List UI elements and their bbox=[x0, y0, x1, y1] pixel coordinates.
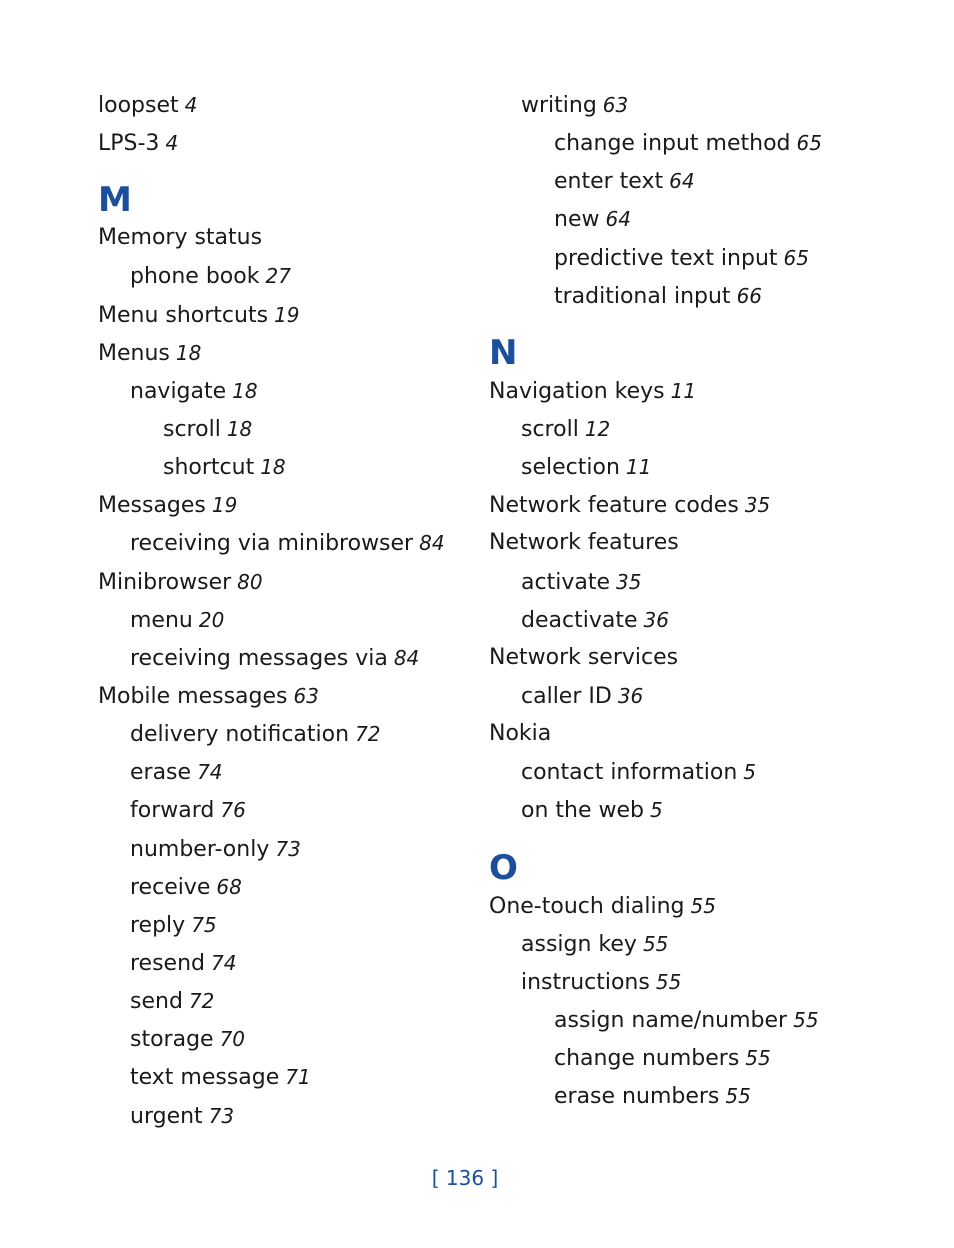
page-reference[interactable]: 68 bbox=[216, 874, 242, 899]
index-entry bbox=[489, 753, 909, 791]
index-entry bbox=[489, 448, 909, 486]
page-reference[interactable]: 84 bbox=[393, 645, 420, 670]
index-term: change numbers bbox=[554, 1046, 740, 1072]
index-entry bbox=[489, 639, 909, 677]
index-term: forward bbox=[130, 798, 215, 824]
index-entry bbox=[98, 753, 478, 791]
index-entry bbox=[98, 1020, 478, 1058]
page-reference[interactable]: 74 bbox=[197, 760, 223, 785]
index-entry bbox=[489, 410, 909, 448]
page-reference[interactable]: 18 bbox=[260, 455, 286, 480]
page-reference[interactable]: 4 bbox=[184, 93, 198, 117]
index-term: activate bbox=[521, 569, 610, 595]
index-term: deactivate bbox=[521, 607, 638, 633]
index-entry bbox=[98, 448, 478, 486]
index-entry bbox=[98, 86, 478, 124]
index-entry bbox=[489, 239, 909, 277]
index-entry bbox=[98, 219, 478, 257]
index-entry bbox=[489, 124, 909, 162]
index-entry bbox=[98, 296, 478, 334]
section-letter: O bbox=[489, 847, 518, 888]
page-reference[interactable]: 36 bbox=[617, 683, 644, 708]
page-reference[interactable]: 35 bbox=[615, 569, 642, 594]
page-reference[interactable]: 64 bbox=[669, 169, 695, 194]
page-reference[interactable]: 70 bbox=[219, 1027, 246, 1052]
index-entry bbox=[489, 887, 909, 925]
page-reference[interactable]: 76 bbox=[220, 798, 246, 823]
page-reference[interactable]: 80 bbox=[237, 569, 263, 594]
index-entry bbox=[98, 372, 478, 410]
index-term: scroll bbox=[163, 416, 221, 442]
page-reference[interactable]: 20 bbox=[198, 607, 225, 632]
page-reference[interactable]: 27 bbox=[265, 264, 291, 289]
index-entry bbox=[98, 868, 478, 906]
page-reference[interactable]: 63 bbox=[293, 683, 319, 708]
index-entry bbox=[98, 1058, 478, 1096]
index-entry bbox=[98, 982, 478, 1020]
index-entry bbox=[98, 410, 478, 448]
page-reference[interactable]: 11 bbox=[670, 378, 697, 403]
index-term: Memory status bbox=[98, 225, 263, 251]
index-term: One-touch dialing bbox=[489, 893, 685, 919]
index-entry bbox=[489, 677, 909, 715]
page-reference[interactable]: 35 bbox=[744, 493, 771, 518]
page-reference[interactable]: 19 bbox=[274, 302, 300, 327]
index-term: Menus bbox=[98, 340, 170, 366]
index-term: Network features bbox=[489, 530, 679, 556]
index-term: caller ID bbox=[521, 683, 612, 709]
page-reference[interactable]: 75 bbox=[191, 912, 217, 937]
index-entry bbox=[98, 791, 478, 829]
index-entry bbox=[98, 715, 478, 753]
page-number: [ 136 ] bbox=[431, 1166, 499, 1190]
index-entry bbox=[489, 715, 909, 753]
index-term: writing bbox=[521, 93, 597, 118]
index-entry bbox=[98, 524, 478, 562]
index-entry bbox=[489, 200, 909, 238]
index-term: on the web bbox=[521, 798, 644, 824]
index-entry bbox=[489, 486, 909, 524]
page-reference[interactable]: 65 bbox=[796, 131, 822, 156]
index-term: contact information bbox=[521, 760, 738, 786]
index-term: traditional input bbox=[554, 283, 731, 309]
page-reference[interactable]: 64 bbox=[605, 207, 631, 232]
index-entry bbox=[98, 257, 478, 295]
index-term: Menu shortcuts bbox=[98, 302, 269, 328]
page-reference[interactable]: 55 bbox=[690, 893, 716, 918]
index-entry bbox=[98, 944, 478, 982]
page-reference[interactable]: 72 bbox=[355, 722, 381, 747]
page-reference[interactable]: 73 bbox=[275, 836, 301, 861]
page-reference[interactable]: 55 bbox=[655, 969, 682, 994]
index-term: urgent bbox=[130, 1103, 203, 1129]
index-term: enter text bbox=[554, 169, 664, 195]
index-term: receiving messages via bbox=[130, 645, 388, 671]
index-term: selection bbox=[521, 455, 620, 481]
index-term: new bbox=[554, 207, 600, 233]
page-reference[interactable]: 74 bbox=[211, 950, 237, 975]
index-entry bbox=[489, 1039, 909, 1077]
page-reference[interactable]: 5 bbox=[743, 760, 757, 785]
index-entry bbox=[98, 124, 478, 162]
index-entry bbox=[489, 925, 909, 963]
index-term: instructions bbox=[521, 969, 650, 995]
index-entry bbox=[489, 563, 909, 601]
section-letter: M bbox=[98, 180, 132, 221]
index-term: text message bbox=[130, 1065, 280, 1091]
index-term: delivery notification bbox=[130, 722, 350, 748]
index-term: Navigation keys bbox=[489, 378, 665, 404]
index-entry bbox=[98, 830, 478, 868]
index-entry bbox=[98, 334, 478, 372]
index-entry bbox=[489, 86, 909, 124]
index-entry bbox=[98, 563, 478, 601]
index-entry bbox=[98, 906, 478, 944]
page-reference[interactable]: 55 bbox=[642, 931, 669, 956]
index-term: Minibrowser bbox=[98, 569, 232, 595]
index-entry bbox=[489, 1001, 909, 1039]
index-term: menu bbox=[130, 607, 193, 633]
index-term: reply bbox=[130, 912, 186, 938]
index-entry bbox=[489, 601, 909, 639]
page-reference[interactable]: 55 bbox=[745, 1046, 771, 1071]
index-term: number-only bbox=[130, 836, 270, 862]
page-reference[interactable]: 12 bbox=[584, 416, 611, 441]
page-reference[interactable]: 5 bbox=[650, 798, 663, 823]
index-term: receiving via minibrowser bbox=[130, 531, 414, 557]
page-reference[interactable]: 19 bbox=[211, 493, 238, 518]
page-reference[interactable]: 18 bbox=[232, 378, 258, 403]
index-term: erase bbox=[130, 760, 192, 786]
index-entry bbox=[489, 1077, 909, 1115]
page-reference[interactable]: 63 bbox=[602, 93, 629, 117]
index-term: storage bbox=[130, 1027, 214, 1053]
index-entry bbox=[489, 963, 909, 1001]
page-reference[interactable]: 73 bbox=[208, 1103, 235, 1128]
index-entry bbox=[98, 601, 478, 639]
index-entry bbox=[489, 372, 909, 410]
index-entry bbox=[489, 162, 909, 200]
index-term: assign key bbox=[521, 931, 637, 957]
index-entry bbox=[98, 677, 478, 715]
page-reference[interactable]: 36 bbox=[643, 607, 669, 632]
page-reference[interactable]: 18 bbox=[175, 340, 202, 365]
index-term: Mobile messages bbox=[98, 683, 288, 709]
index-column-left bbox=[98, 86, 478, 1135]
index-entry bbox=[98, 1097, 478, 1135]
index-term: erase numbers bbox=[554, 1084, 720, 1110]
index-term: LPS-3 bbox=[98, 131, 160, 157]
index-term: predictive text input bbox=[554, 245, 778, 271]
index-term: phone book bbox=[130, 264, 260, 290]
index-entry bbox=[489, 277, 909, 315]
page-reference[interactable]: 72 bbox=[188, 989, 215, 1014]
index-term: Nokia bbox=[489, 721, 552, 747]
index-entry bbox=[489, 791, 909, 829]
index-term: scroll bbox=[521, 416, 579, 442]
page-reference[interactable]: 84 bbox=[419, 531, 445, 556]
index-term: resend bbox=[130, 950, 206, 976]
page-reference[interactable]: 55 bbox=[793, 1007, 819, 1032]
index-term: Network services bbox=[489, 644, 679, 670]
page-reference[interactable]: 18 bbox=[226, 416, 253, 441]
page-reference[interactable]: 65 bbox=[783, 245, 809, 270]
index-column-right bbox=[489, 86, 909, 1115]
page-reference[interactable]: 55 bbox=[725, 1084, 751, 1109]
index-term: change input method bbox=[554, 131, 791, 157]
index-entry bbox=[489, 524, 909, 562]
index-term: send bbox=[130, 989, 183, 1015]
page-reference[interactable]: 66 bbox=[736, 283, 763, 308]
index-term: Messages bbox=[98, 493, 206, 519]
page-reference[interactable]: 71 bbox=[285, 1065, 311, 1090]
index-term: navigate bbox=[130, 378, 227, 404]
index-term: receive bbox=[130, 874, 211, 900]
index-entry bbox=[98, 639, 478, 677]
page-reference[interactable]: 4 bbox=[165, 131, 179, 156]
index-term: assign name/number bbox=[554, 1007, 788, 1033]
index-term: Network feature codes bbox=[489, 493, 739, 519]
index-term: shortcut bbox=[163, 455, 255, 481]
index-term: loopset bbox=[98, 93, 179, 118]
index-entry bbox=[98, 486, 478, 524]
page-reference[interactable]: 11 bbox=[625, 455, 652, 480]
section-letter: N bbox=[489, 332, 518, 373]
